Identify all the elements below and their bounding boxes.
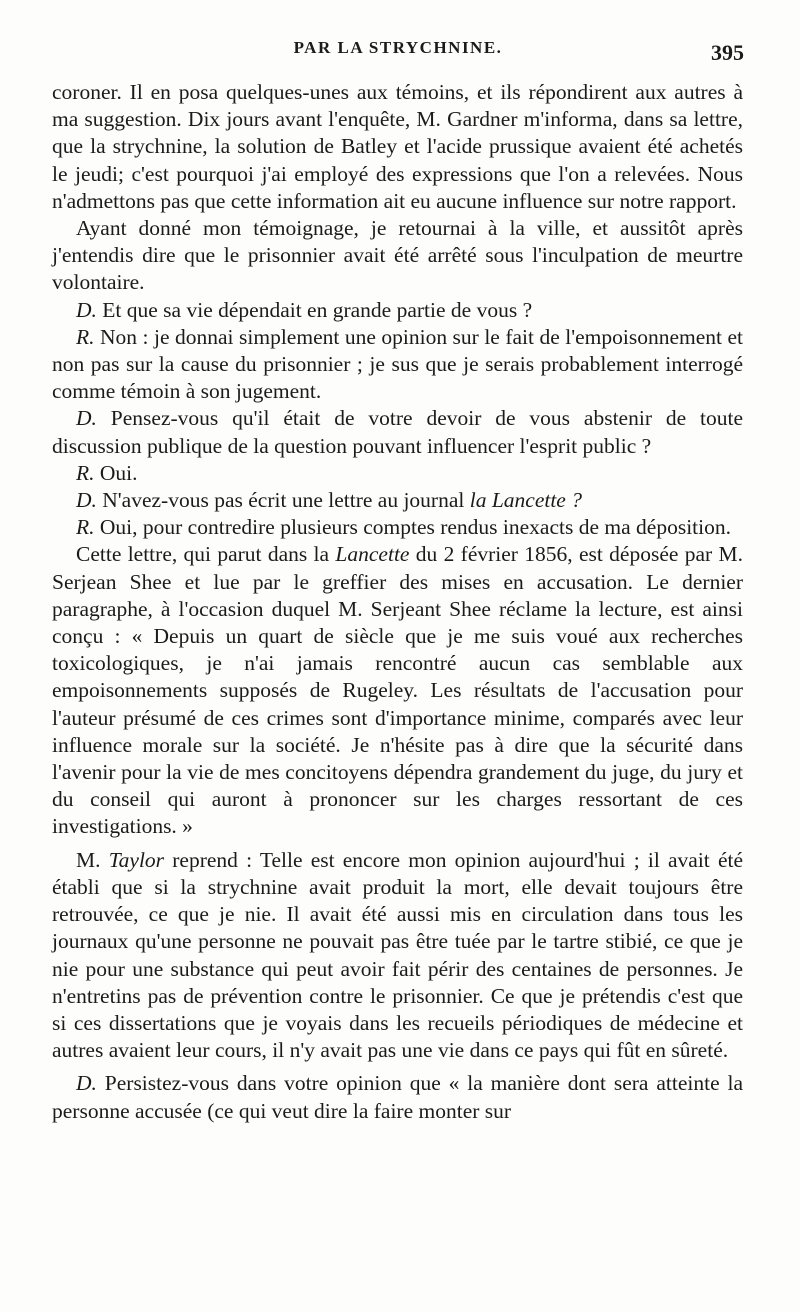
dialogue-question xyxy=(52,297,743,324)
paragraph-text: reprend : Telle est encore mon opinion aujourd'hui ; il avait été établi que si la strychnine avait produit la mort, elle devait toujours être retrouvée, ce que je nie. Il avait été aussi mis en circulation dans tous les journaux qu'une personne ne pouvait pas être tuée par le tartre stibié, ce que je nie pour une substance qui peut avoir fait périr des centaines de personnes. Je n'entretins pas de prévention contre le prisonnier. Ce que je prétendis c'est que si ces dissertations que je voyais dans les recueils périodiques de médecine et autres avaient leur cours, il n'y avait pas une vie dans ce pays qui fût en sûreté. xyxy=(52,847,744,1063)
speaker-label: D. xyxy=(76,1071,97,1096)
speaker-label: D. xyxy=(76,488,97,513)
dialogue-question xyxy=(52,405,743,459)
speaker-name: Taylor xyxy=(108,847,165,872)
paragraph-text: Ayant donné mon témoignage, je retournai à la ville, et aussitôt après j'entendis dire que le prisonnier avait été arrêté sous l'inculpation de meurtre volontaire. xyxy=(52,216,743,295)
speaker-label: R. xyxy=(76,460,95,485)
page-body xyxy=(52,79,743,1125)
dialogue-question xyxy=(52,1070,743,1124)
paragraph-text: Persistez-vous dans votre opinion que « la manière dont sera atteinte la personne accusée (ce qui veut dire la faire monter sur xyxy=(52,1071,744,1123)
paragraph xyxy=(52,541,743,840)
page-header xyxy=(52,38,744,70)
paragraph-text: du 2 février 1856, est déposée par M. Serjean Shee et lue par le greffier des mises en accusation. Le dernier paragraphe, à l'occasion duquel M. Serjeant Shee réclame la lecture, est ainsi conçu : « Depuis un quart de siècle que je me suis voué aux recherches toxicologiques, je n'ai jamais rencontré aucun cas semblable aux empoisonnements supposés de Rugeley. Les résultats de l'accusation pour l'auteur présumé de ces crimes sont d'importance minime, comparés avec leur influence morale sur la société. Je n'hésite pas à dire que la sécurité dans l'avenir pour la vie de mes concitoyens dépendra grandement du juge, du jury et du conseil qui auront à prononcer sur les charges ressortant de ces investigations. » xyxy=(52,542,744,839)
page-number: 395 xyxy=(711,40,744,65)
speaker-label: R. xyxy=(76,324,95,349)
journal-title: la Lancette ? xyxy=(469,488,582,513)
dialogue-answer xyxy=(52,460,743,487)
paragraph-text: Non : je donnai simplement une opinion sur le fait de l'empoisonnement et non pas sur la cause du prisonnier ; je sus que je serais probablement interrogé comme témoin à son jugement. xyxy=(52,324,744,404)
paragraph-text: coroner. Il en posa quelques-unes aux témoins, et ils répondirent aux autres à ma suggestion. Dix jours avant l'enquête, M. Gardner m'informa, dans sa lettre, que la strychnine, la solution de Batley et l'acide prussique avaient été achetés le jeudi; c'est pourquoi j'ai employé des expressions que l'on a relevées. Nous n'admettons pas que cette information ait eu aucune influence sur notre rapport. xyxy=(52,80,743,213)
paragraph-text: Pensez-vous qu'il était de votre devoir de vous abstenir de toute discussion publique de la question pouvant influencer l'esprit public ? xyxy=(52,406,744,458)
dialogue-question xyxy=(52,487,743,514)
speaker-label: D. xyxy=(76,406,97,431)
paragraph-text: N'avez-vous pas écrit une lettre au journal xyxy=(102,488,465,513)
paragraph-text: M. xyxy=(76,847,101,872)
journal-title: Lancette xyxy=(335,542,410,567)
dialogue-answer xyxy=(52,514,743,541)
running-title: PAR LA STRYCHNINE. xyxy=(293,38,503,57)
paragraph-text: Oui, pour contredire plusieurs comptes rendus inexacts de ma déposition. xyxy=(99,515,732,540)
dialogue-answer xyxy=(52,324,743,406)
speaker-label: D. xyxy=(76,297,97,322)
speaker-label: R. xyxy=(76,515,95,540)
paragraph xyxy=(52,215,743,297)
paragraph-text: Cette lettre, qui parut dans la xyxy=(76,542,330,567)
paragraph xyxy=(52,79,743,215)
paragraph-text: Et que sa vie dépendait en grande partie de vous ? xyxy=(102,297,533,322)
paragraph xyxy=(52,847,743,1065)
paragraph-text: Oui. xyxy=(99,460,138,485)
